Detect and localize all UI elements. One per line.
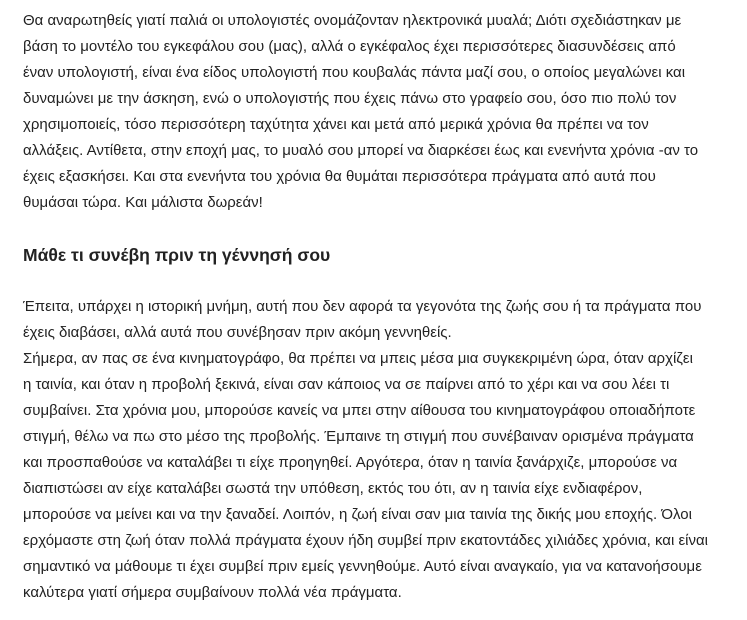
paragraph-spacer	[23, 216, 723, 242]
text-line: η ταινία, και όταν η προβολή ξεκινά, είναι σαν κάποιος να σε παίρνει από το χέρι και να σου λέει τι	[23, 376, 670, 393]
cinema-paragraph	[23, 346, 723, 606]
text-line: Έπειτα, υπάρχει η ιστορική μνήμη, αυτή που δεν αφορά τα γεγονότα της ζωής σου ή τα πράγματα που	[23, 298, 702, 315]
text-line: δυναμώνει με την άσκηση, ενώ ο υπολογιστής που έχεις πάνω στο γραφείο σου, όσο πιο πολύ τον	[23, 90, 677, 107]
text-line: καλύτερα γιατί σήμερα συμβαίνουν πολλά νέα πράγματα.	[23, 584, 402, 601]
text-line: έχεις διαβάσει, αλλά αυτά που συνέβησαν πριν ακόμη γεννηθείς.	[23, 324, 452, 341]
historical-memory-paragraph	[23, 294, 723, 346]
text-line: χρησιμοποιείς, τόσο περισσότερη ταχύτητα χάνει και μετά από μερικά χρόνια θα πρέπει να τον	[23, 116, 649, 133]
text-line: μπορούσε να μείνει και να την ξαναδεί. Λοιπόν, η ζωή είναι σαν μια ταινία της δικής μου εποχής. Όλοι	[23, 506, 692, 523]
text-line: έναν υπολογιστή, είναι ένα είδος υπολογιστή που κουβαλάς πάντα μαζί σου, ο οποίος μεγαλώνει και	[23, 64, 686, 81]
text-line: σημαντικό να μάθουμε τι έχει συμβεί πριν εμείς γεννηθούμε. Αυτό είναι αναγκαίο, για να κατανοήσουμε	[23, 558, 702, 575]
text-line: στιγμή, θέλω να πω στο μέσο της προβολής. Έμπαινε τη στιγμή που συνέβαιναν ορισμένα πράγματα	[23, 428, 694, 445]
text-line: έχεις εξασκήσει. Και στα ενενήντα του χρόνια θα θυμάται περισσότερα πράγματα από αυτά που	[23, 168, 656, 185]
text-line: Σήμερα, αν πας σε ένα κινηματογράφο, θα πρέπει να μπεις μέσα μια συγκεκριμένη ώρα, όταν αρχίζει	[23, 350, 693, 367]
text-line: Θα αναρωτηθείς γιατί παλιά οι υπολογιστές ονομάζονταν ηλεκτρονικά μυαλά; Διότι σχεδιάστηκαν με	[23, 12, 682, 29]
text-line: και προσπαθούσε να καταλάβει τι είχε προηγηθεί. Αργότερα, όταν η ταινία ξανάρχιζε, μπορούσε να	[23, 454, 678, 471]
text-line: συμβαίνει. Στα χρόνια μου, μπορούσε κανείς να μπει στην αίθουσα του κινηματογράφου οποιαδήποτε	[23, 402, 696, 419]
text-line: βάση το μοντέλο του εγκεφάλου σου (μας), αλλά ο εγκέφαλος έχει περισσότερες διασυνδέσεις από	[23, 38, 676, 55]
text-line: θυμάσαι τώρα. Και μάλιστα δωρεάν!	[23, 194, 263, 211]
text-line: διαπιστώσει αν είχε καταλάβει σωστά την υπόθεση, εκτός του ότι, αν η ταινία είχε ενδιαφέρον,	[23, 480, 643, 497]
section-heading: Μάθε τι συνέβη πριν τη γέννησή σου	[23, 245, 331, 265]
text-line: ερχόμαστε στη ζωή όταν πολλά πράγματα έχουν ήδη συμβεί πριν εκατοντάδες χιλιάδες χρόνια, και είναι	[23, 532, 708, 549]
intro-paragraph	[23, 8, 723, 216]
paragraph-spacer	[23, 268, 723, 294]
text-line: αλλάξεις. Αντίθετα, στην εποχή μας, το μυαλό σου μπορεί να διαρκέσει έως και ενενήντα χρόνια -αν το	[23, 142, 699, 159]
